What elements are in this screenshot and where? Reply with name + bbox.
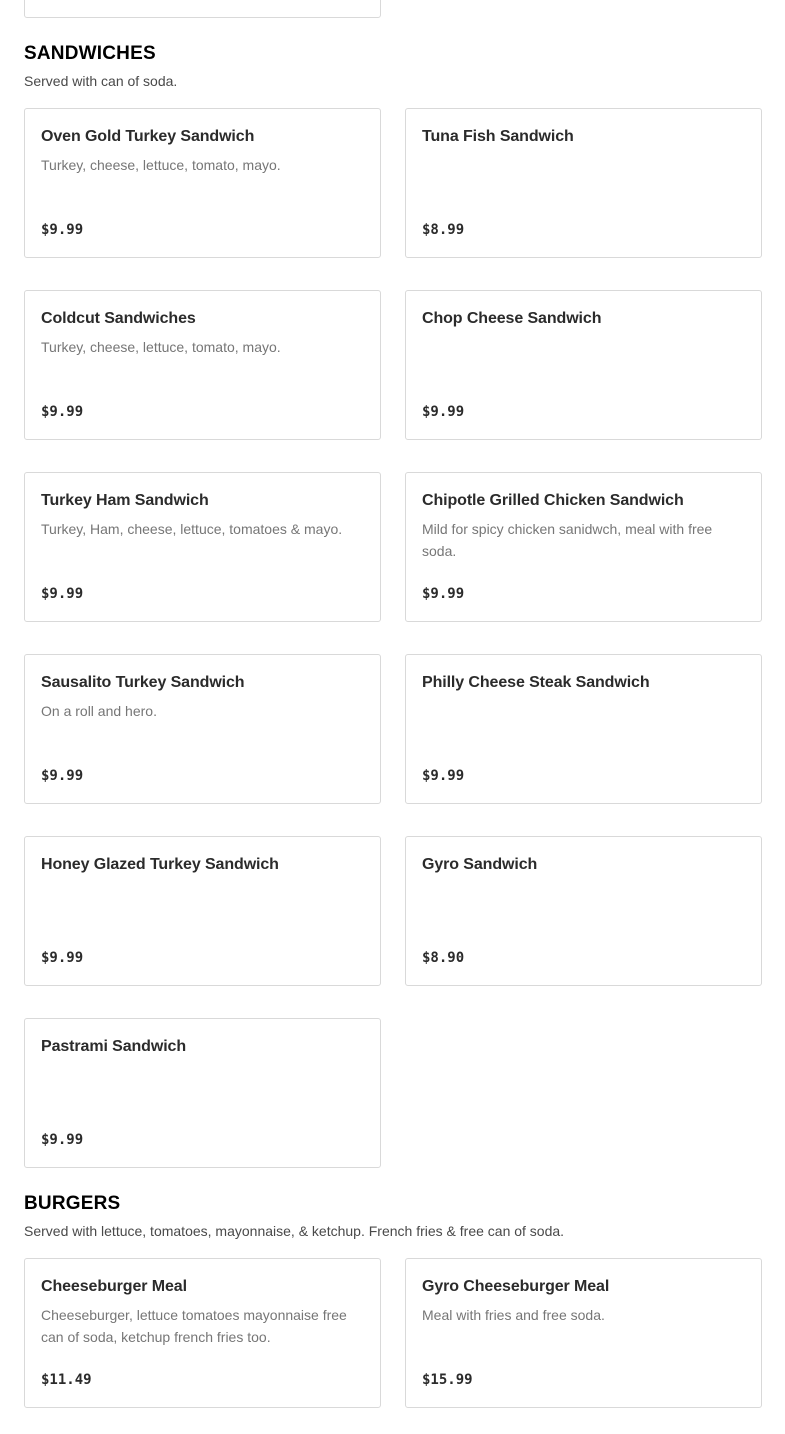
item-price: $8.90 xyxy=(422,950,465,966)
item-name: Chipotle Grilled Chicken Sandwich xyxy=(422,492,684,509)
item-price: $9.99 xyxy=(41,222,84,238)
menu-item-card[interactable] xyxy=(24,472,381,622)
item-description: On a roll and hero. xyxy=(41,703,157,719)
item-name: Chop Cheese Sandwich xyxy=(422,310,602,327)
item-name: Coldcut Sandwiches xyxy=(41,310,196,327)
item-name: Philly Cheese Steak Sandwich xyxy=(422,674,650,691)
item-name: Pastrami Sandwich xyxy=(41,1038,187,1055)
item-name: Oven Gold Turkey Sandwich xyxy=(41,128,255,145)
menu-item-card[interactable] xyxy=(24,1258,381,1408)
item-price: $9.99 xyxy=(422,404,465,420)
item-name: Honey Glazed Turkey Sandwich xyxy=(41,856,279,873)
menu-item-card[interactable] xyxy=(405,654,762,804)
menu-item-card[interactable] xyxy=(24,0,381,18)
item-name: Cheeseburger Meal xyxy=(41,1278,187,1295)
menu-item-card[interactable] xyxy=(405,836,762,986)
menu-item-card[interactable] xyxy=(24,108,381,258)
item-description: Turkey, cheese, lettuce, tomato, mayo. xyxy=(41,157,281,173)
item-description: Meal with fries and free soda. xyxy=(422,1307,605,1323)
item-price: $9.99 xyxy=(41,586,84,602)
item-price: $9.99 xyxy=(41,768,84,784)
item-description: Mild for spicy chicken sanidwch, meal with free soda. xyxy=(422,521,713,559)
item-description: Turkey, Ham, cheese, lettuce, tomatoes & mayo. xyxy=(41,521,343,537)
item-price: $15.99 xyxy=(422,1372,473,1388)
menu-item-card[interactable] xyxy=(405,290,762,440)
item-description: Turkey, cheese, lettuce, tomato, mayo. xyxy=(41,339,281,355)
section-subtitle-sandwiches: Served with can of soda. xyxy=(24,73,178,89)
menu-item-card[interactable] xyxy=(24,1018,381,1168)
menu-item-card[interactable] xyxy=(24,836,381,986)
menu-item-card[interactable] xyxy=(405,1258,762,1408)
item-price: $9.99 xyxy=(41,1132,84,1148)
section-title-sandwiches: SANDWICHES xyxy=(24,43,156,64)
section-subtitle-burgers: Served with lettuce, tomatoes, mayonnaise, & ketchup. French fries & free can of soda. xyxy=(24,1223,565,1239)
menu-item-card[interactable] xyxy=(24,290,381,440)
item-price: $8.99 xyxy=(422,222,465,238)
menu-item-card[interactable] xyxy=(24,654,381,804)
item-name: Gyro Cheeseburger Meal xyxy=(422,1278,610,1295)
section-title-burgers: BURGERS xyxy=(24,1193,121,1214)
item-description: Cheeseburger, lettuce tomatoes mayonnaise free can of soda, ketchup french fries too. xyxy=(41,1307,347,1345)
item-price: $11.49 xyxy=(41,1372,92,1388)
item-name: Gyro Sandwich xyxy=(422,856,538,873)
menu-item-card[interactable] xyxy=(405,472,762,622)
menu-item-card[interactable] xyxy=(405,108,762,258)
item-name: Tuna Fish Sandwich xyxy=(422,128,574,145)
item-price: $9.99 xyxy=(41,950,84,966)
item-name: Sausalito Turkey Sandwich xyxy=(41,674,245,691)
item-price: $9.99 xyxy=(422,586,465,602)
item-price: $9.99 xyxy=(422,768,465,784)
item-price: $9.99 xyxy=(41,404,84,420)
item-name: Turkey Ham Sandwich xyxy=(41,492,209,509)
